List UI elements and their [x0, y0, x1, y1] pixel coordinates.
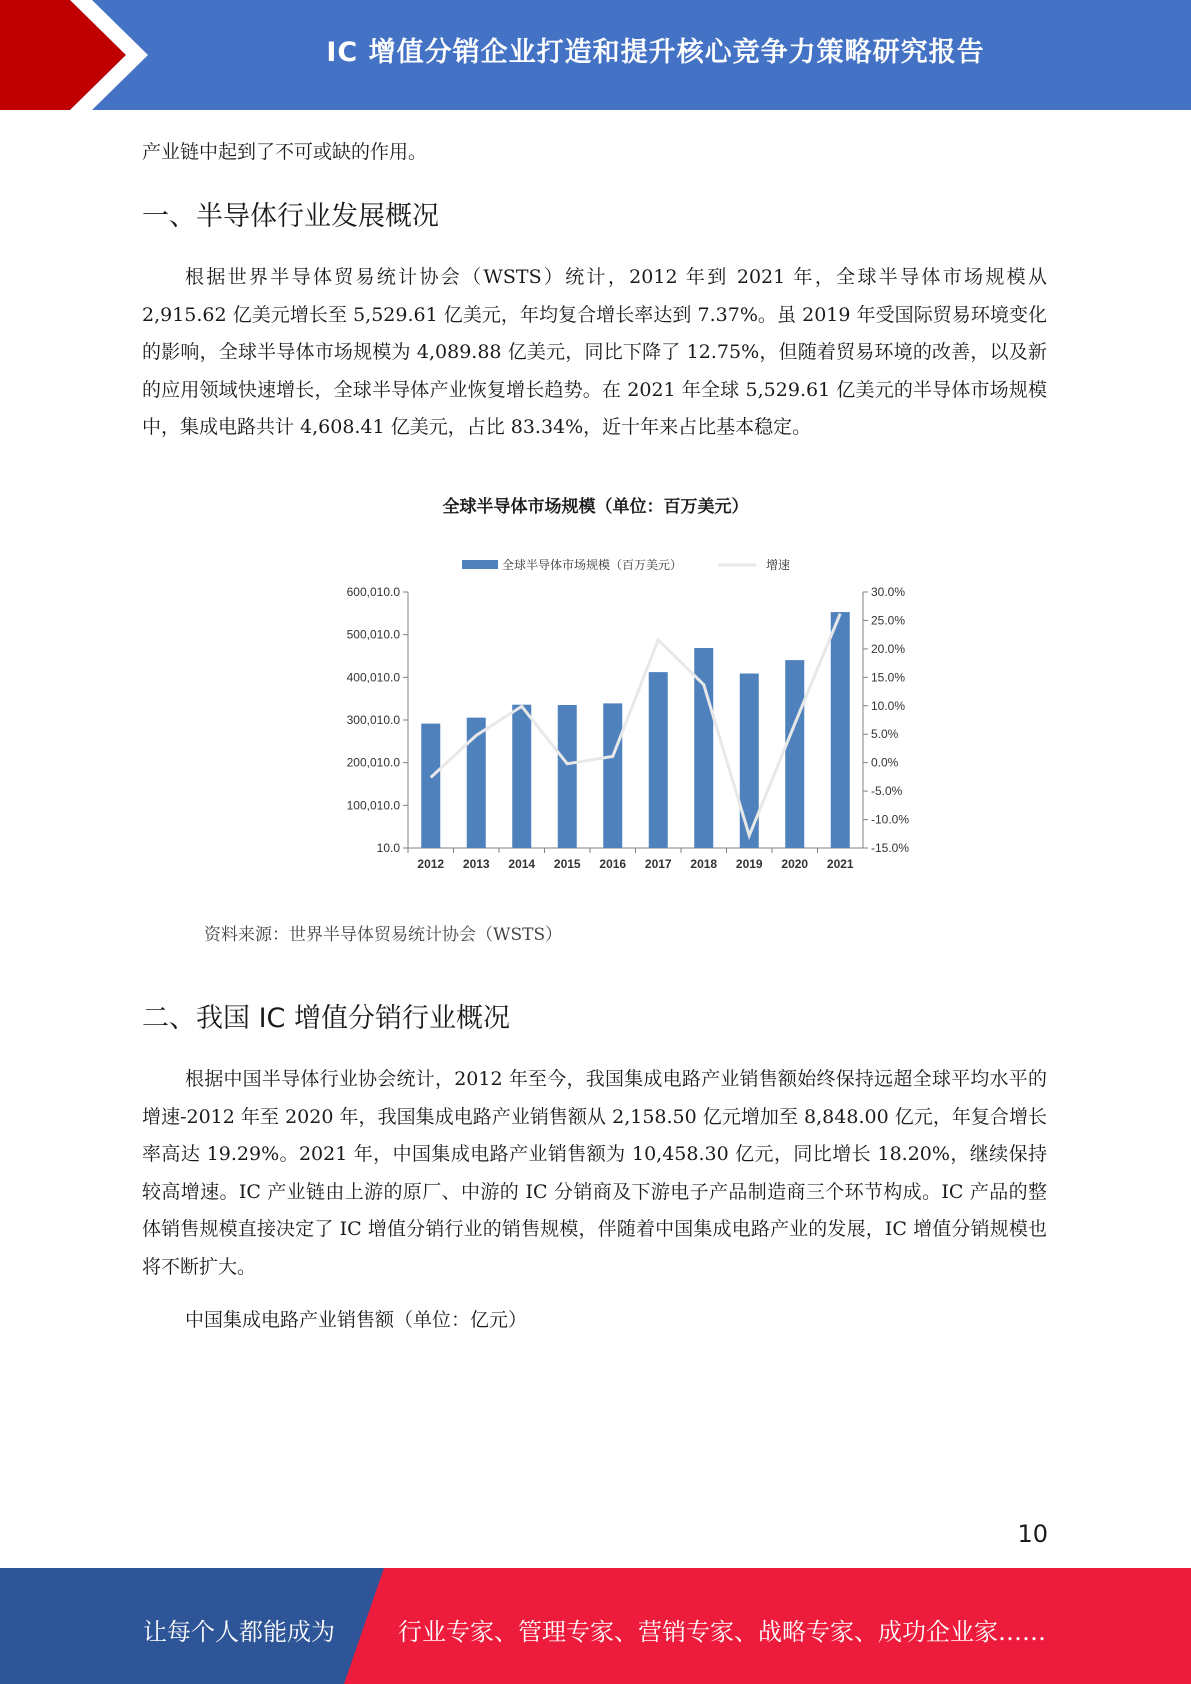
right-axis-tick-label: 0.0%: [871, 755, 899, 770]
footer-slogan-left: 让每个人都能成为: [143, 1618, 335, 1646]
chart-source: 资料来源：世界半导体贸易统计协会（WSTS）: [204, 925, 563, 945]
left-axis-tick-label: 300,010.0: [346, 713, 400, 727]
footer-slogan-right: 行业专家、管理专家、营销专家、战略专家、成功企业家……: [398, 1618, 1046, 1646]
x-axis-tick-label: 2019: [735, 857, 763, 871]
x-axis-tick-label: 2016: [599, 857, 627, 871]
section1-body: [142, 259, 1047, 447]
intro-fragment: 产业链中起到了不可或缺的作用。: [142, 141, 428, 163]
section1-paragraph: 根据世界半导体贸易统计协会（WSTS）统计，2012 年到 2021 年，全球半导体市场规模从 2,915.62 亿美元增长至 5,529.61 亿美元，年均复合增长率达到 7.37%。虽 2019 年受国际贸易环境变化的影响，全球半导体市场规模为 4,089.88 亿美元，同比下降了 12.75%，但随着贸易环境的改善，以及新的应用领域快速增长，全球半导体产业恢复增长趋势。在 2021 年全球 5,529.61 亿美元的半导体市场规模中，集成电路共计 4,608.41 亿美元，占比 83.34%，近十年来占比基本稳定。: [142, 266, 1047, 438]
right-axis-tick-label: -5.0%: [871, 784, 903, 799]
right-axis-tick-label: 20.0%: [871, 641, 906, 656]
x-axis-tick-label: 2018: [690, 857, 718, 871]
legend-line-label: 增速: [766, 558, 791, 572]
right-axis-tick-label: 15.0%: [871, 670, 906, 685]
left-axis-tick-label: 100,010.0: [346, 798, 400, 813]
page-header: [0, 0, 1191, 110]
report-title: IC 增值分销企业打造和提升核心竞争力策略研究报告: [326, 37, 985, 68]
x-axis-tick-label: 2015: [553, 857, 581, 871]
left-axis-tick-label: 500,010.0: [346, 627, 400, 642]
left-axis-tick-label: 200,010.0: [346, 755, 400, 770]
right-axis-tick-label: 5.0%: [871, 727, 899, 742]
growth-line: [431, 614, 841, 836]
section2-caption: 中国集成电路产业销售额（单位：亿元）: [185, 1309, 528, 1331]
left-axis-tick-label: 10.0: [376, 841, 400, 855]
x-axis-tick-label: 2012: [417, 857, 445, 871]
x-axis-tick-label: 2021: [826, 857, 854, 871]
bar-2021: [831, 612, 850, 848]
bar-2014: [512, 705, 531, 848]
right-axis-tick-label: -10.0%: [871, 812, 910, 827]
bar-2017: [649, 672, 668, 848]
x-axis-tick-label: 2013: [462, 857, 490, 871]
header-arrow-decoration: [0, 0, 160, 110]
left-axis-tick-label: 600,010.0: [346, 585, 400, 599]
bar-2016: [603, 703, 622, 848]
section2-paragraph: 根据中国半导体行业协会统计，2012 年至今，我国集成电路产业销售额始终保持远超全球平均水平的增速-2012 年至 2020 年，我国集成电路产业销售额从 2,158.50 亿元增加至 8,848.00 亿元，年复合增长率高达 19.29%。2021 年，中国集成电路产业销售额为 10,458.30 亿元，同比增长 18.20%，继续保持较高增速。IC 产业链由上游的原厂、中游的 IC 分销商及下游电子产品制造商三个环节构成。IC 产品的整体销售规模直接决定了 IC 增值分销行业的销售规模，伴随着中国集成电路产业的发展，IC 增值分销规模也将不断扩大。: [142, 1068, 1047, 1278]
right-axis-tick-label: -15.0%: [871, 841, 910, 855]
page-footer: [0, 1568, 1191, 1684]
bar-2020: [785, 660, 804, 848]
section2-body: [142, 1061, 1047, 1340]
intro-block: [142, 134, 1047, 172]
bar-2012: [421, 724, 440, 848]
x-axis-tick-label: 2020: [781, 857, 809, 871]
x-axis-tick-label: 2017: [644, 857, 672, 871]
left-axis-tick-label: 400,010.0: [346, 670, 400, 685]
chart-title: 全球半导体市场规模（单位：百万美元）: [442, 497, 749, 517]
section2-heading: 二、我国 IC 增值分销行业概况: [142, 1003, 510, 1034]
legend-bar-label: 全球半导体市场规模（百万美元）: [502, 558, 683, 572]
page-number: 10: [1017, 1520, 1048, 1548]
right-axis-tick-label: 10.0%: [871, 698, 906, 713]
semiconductor-market-chart: [300, 545, 940, 885]
right-axis-tick-label: 30.0%: [871, 585, 906, 599]
bar-2015: [558, 705, 577, 848]
section1-heading: 一、半导体行业发展概况: [142, 201, 439, 232]
right-axis-tick-label: 25.0%: [871, 613, 906, 628]
legend-bar-swatch: [462, 560, 498, 569]
x-axis-tick-label: 2014: [508, 857, 536, 871]
